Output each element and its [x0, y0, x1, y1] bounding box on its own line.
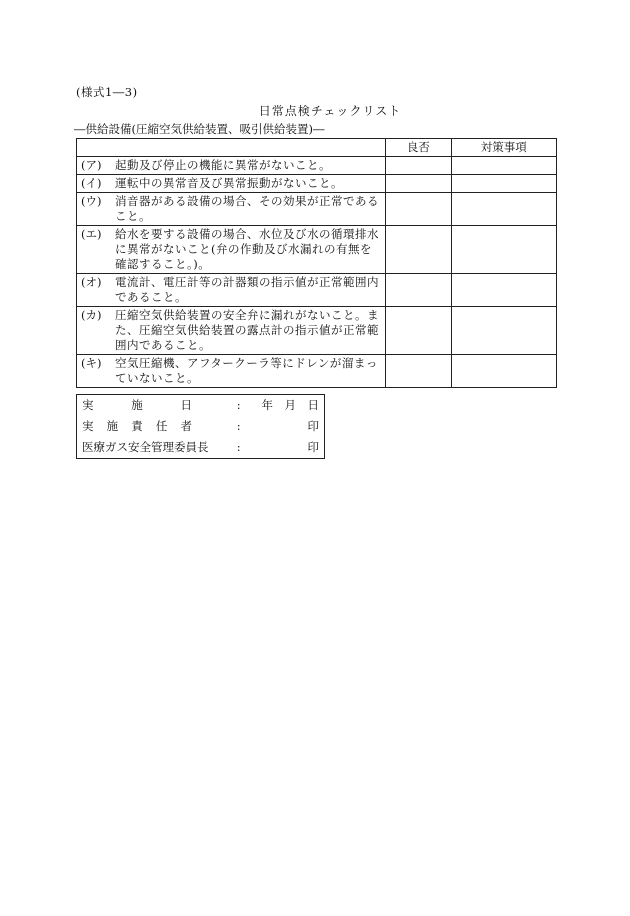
item-mark: (エ): [81, 227, 102, 241]
check-item: [77, 175, 386, 193]
committee-seal[interactable]: 印: [307, 440, 319, 454]
table-row: [77, 355, 557, 388]
check-item: [77, 226, 386, 274]
table-row: [77, 226, 557, 274]
item-text: 電流計、電圧計等の計器類の指示値が正常範囲内であること。: [115, 275, 379, 304]
responsible-label: 実 施 責 任 者: [82, 419, 192, 433]
result-cell[interactable]: [386, 274, 452, 307]
table-row: [77, 157, 557, 175]
item-text: 空気圧縮機、アフタークーラ等にドレンが溜まっていないこと。: [115, 356, 378, 385]
action-cell[interactable]: [451, 193, 556, 226]
header-item: [77, 139, 386, 157]
committee-label: 医療ガス安全管理委員長: [82, 440, 209, 454]
check-item: [77, 307, 386, 355]
result-cell[interactable]: [386, 226, 452, 274]
item-mark: (キ): [81, 356, 102, 370]
item-mark: (オ): [81, 275, 102, 289]
check-item: [77, 355, 386, 388]
check-item: [77, 193, 386, 226]
item-text: 圧縮空気供給装置の安全弁に漏れがないこと。また、圧縮空気供給装置の露点計の指示値が正常範囲内であること。: [115, 308, 379, 352]
action-cell[interactable]: [451, 175, 556, 193]
result-cell[interactable]: [386, 307, 452, 355]
action-cell[interactable]: [451, 226, 556, 274]
result-cell[interactable]: [386, 157, 452, 175]
item-text: 起動及び停止の機能に異常がないこと。: [115, 158, 331, 172]
item-text: 消音器がある設備の場合、その効果が正常であること。: [115, 194, 379, 223]
item-mark: (カ): [81, 308, 102, 322]
item-text: 運転中の異常音及び異常振動がないこと。: [115, 176, 343, 190]
result-cell[interactable]: [386, 193, 452, 226]
action-cell[interactable]: [451, 157, 556, 175]
item-text: 給水を要する設備の場合、水位及び水の循環排水に異常がないこと(弁の作動及び水漏れの有無を確認すること。)。: [115, 227, 379, 271]
action-cell[interactable]: [451, 355, 556, 388]
date-label: 実 施 日: [82, 398, 192, 412]
table-row: [77, 175, 557, 193]
document-subtitle: ―供給設備(圧縮空気供給装置、吸引供給装置)―: [74, 122, 325, 136]
action-cell[interactable]: [451, 307, 556, 355]
result-cell[interactable]: [386, 175, 452, 193]
header-action: 対策事項: [451, 139, 556, 157]
signoff-row-responsible: [77, 416, 325, 437]
signoff-row-date: [77, 395, 325, 417]
header-result: 良否: [386, 139, 452, 157]
committee-colon: :: [236, 440, 241, 454]
result-cell[interactable]: [386, 355, 452, 388]
check-item: [77, 274, 386, 307]
table-row: [77, 274, 557, 307]
date-value[interactable]: 年 月 日: [261, 398, 319, 412]
responsible-seal[interactable]: 印: [307, 419, 319, 433]
check-item: [77, 157, 386, 175]
item-mark: (イ): [81, 176, 102, 190]
item-mark: (ア): [81, 158, 102, 172]
date-colon: :: [236, 398, 241, 412]
responsible-colon: :: [236, 419, 241, 433]
signoff-row-committee: [77, 437, 325, 459]
signoff-box: [76, 394, 325, 459]
action-cell[interactable]: [451, 274, 556, 307]
table-row: [77, 193, 557, 226]
form-code: (様式1―3): [76, 85, 138, 99]
checklist-table: [76, 138, 557, 388]
table-row: [77, 307, 557, 355]
document-title: 日常点検チェックリスト: [258, 104, 402, 118]
item-mark: (ウ): [81, 194, 102, 208]
table-header-row: [77, 139, 557, 157]
